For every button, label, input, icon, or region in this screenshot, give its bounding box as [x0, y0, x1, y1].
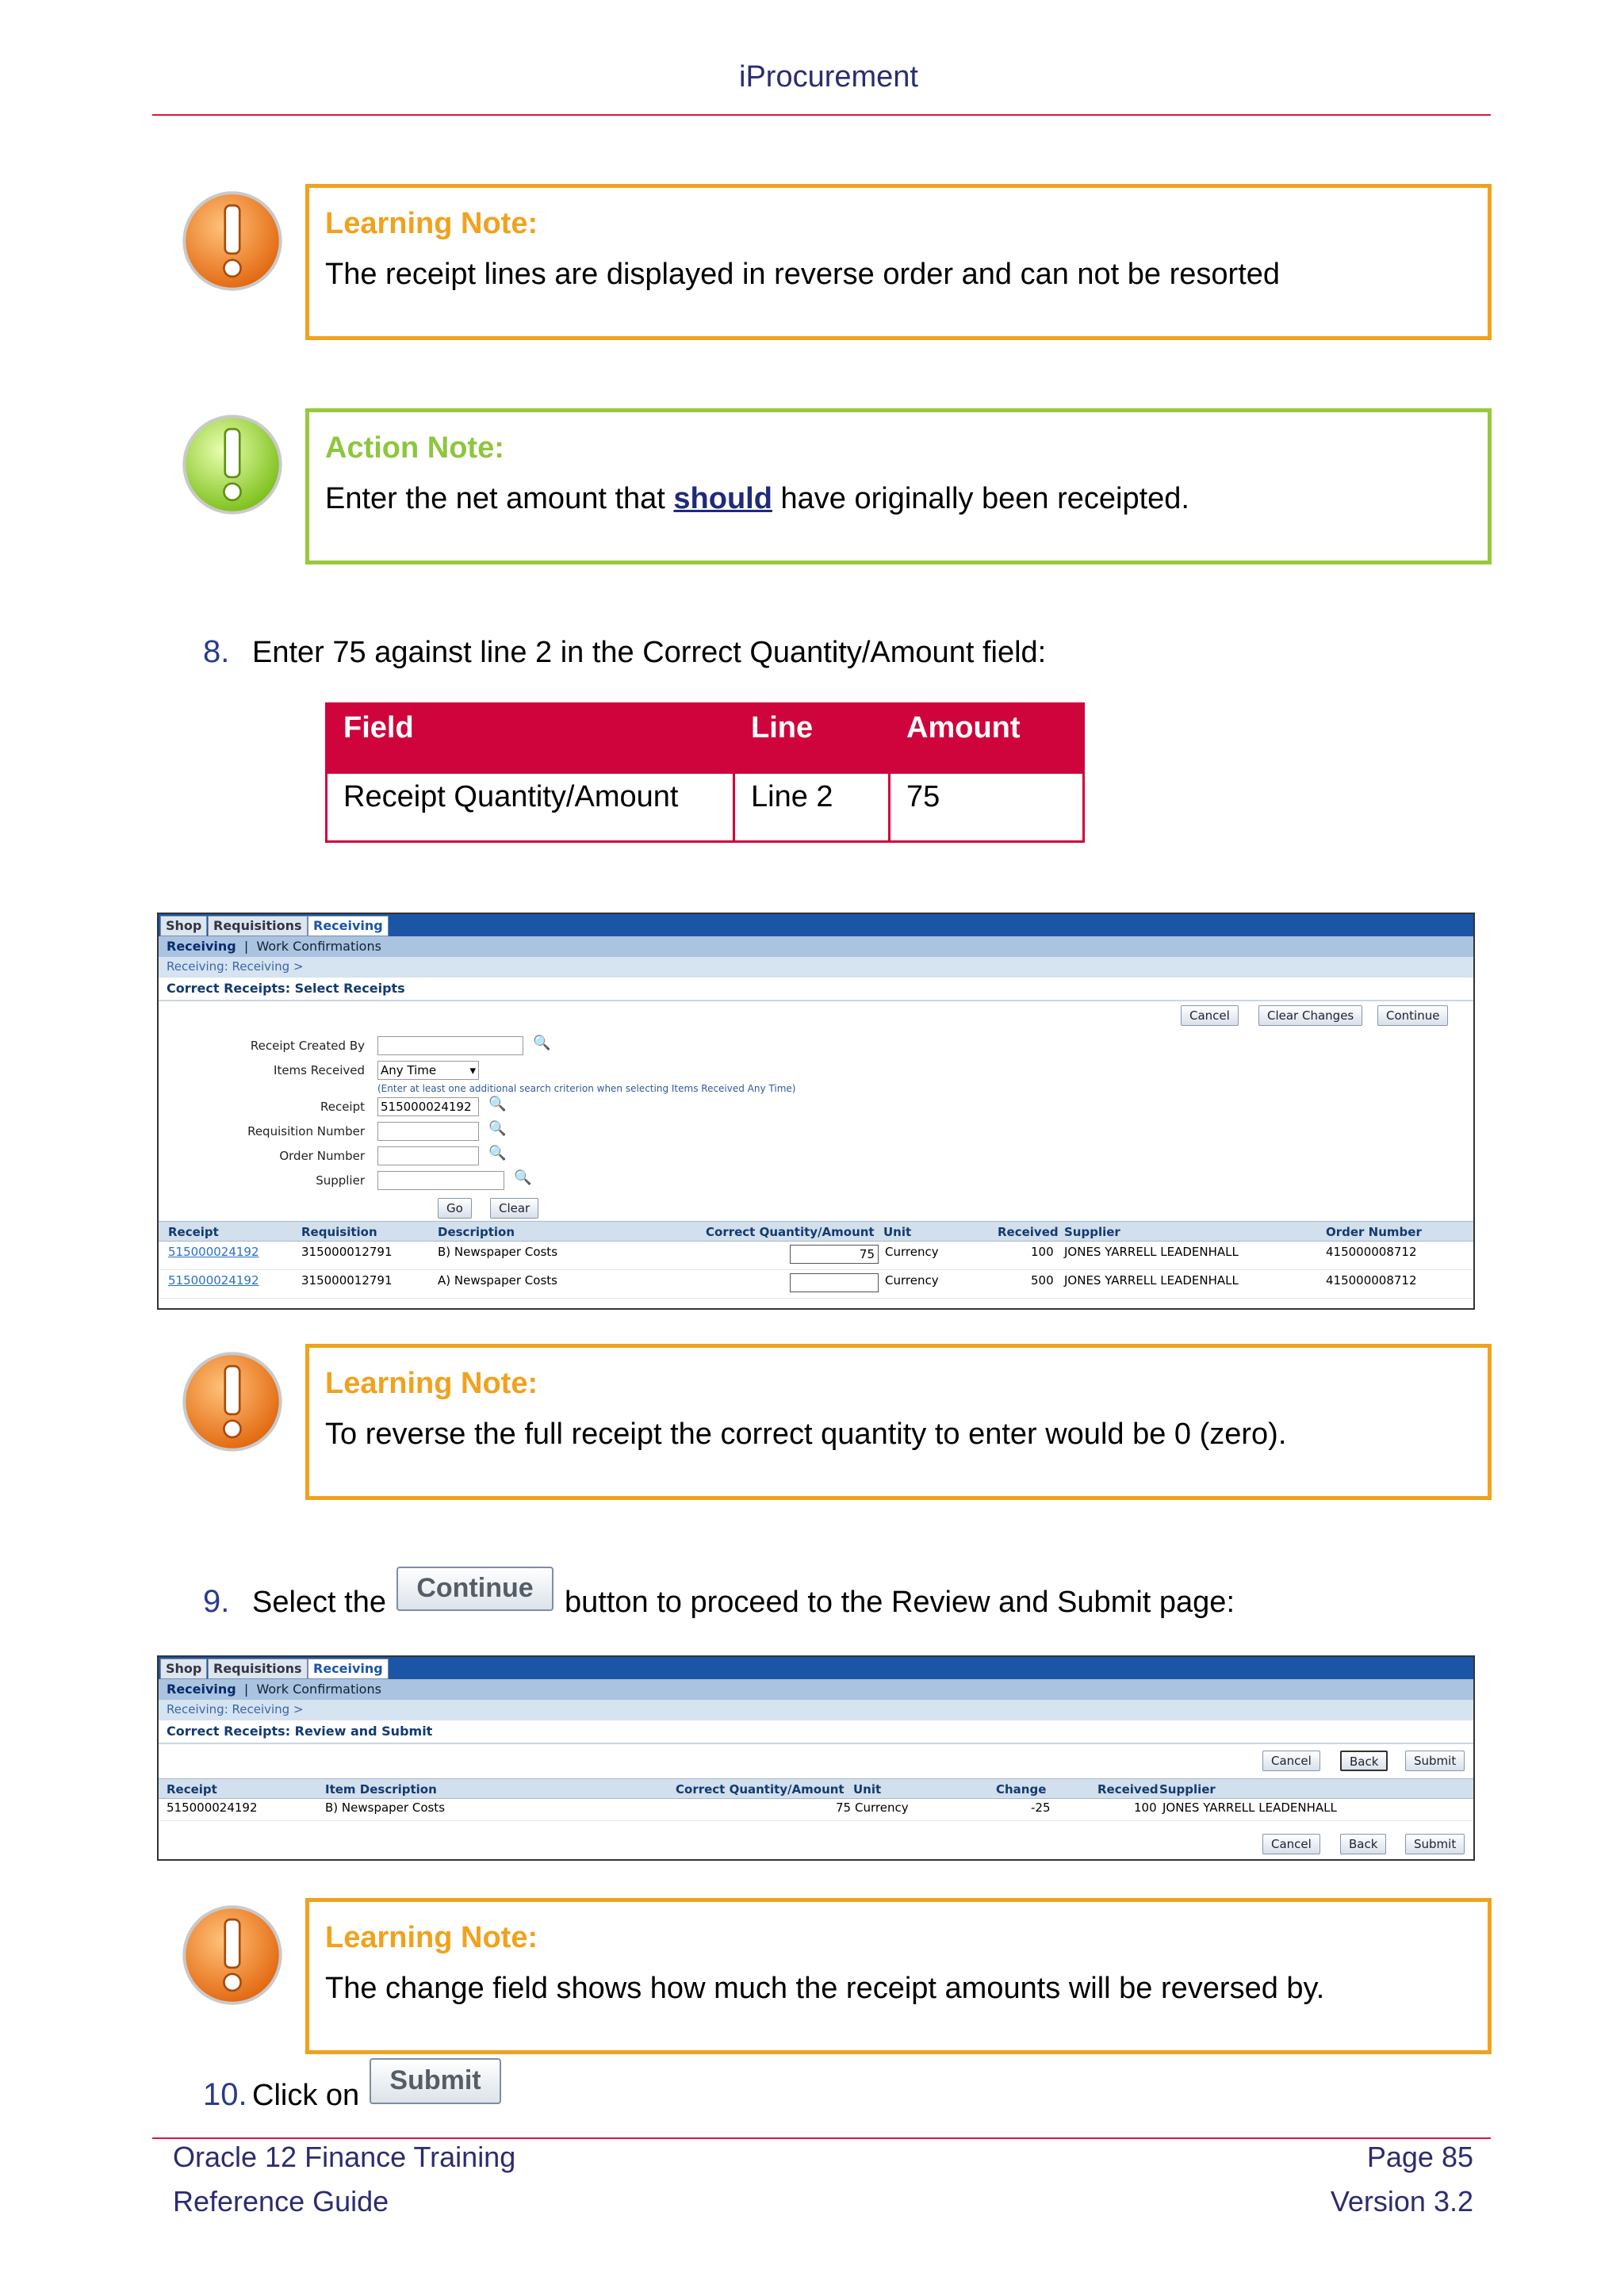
receipt-link[interactable]: 515000024192 — [168, 1273, 259, 1288]
order-number-input[interactable] — [377, 1146, 479, 1165]
column-header: Received — [1097, 1782, 1159, 1797]
learning-note-box — [305, 1898, 1492, 2054]
column-header: Correct Quantity/Amount — [676, 1782, 845, 1797]
column-header: Unit — [883, 1225, 912, 1239]
review-submit-screenshot — [157, 1655, 1475, 1861]
footer-version: Version 3.2 — [1330, 2185, 1473, 2218]
table-header: Line — [734, 704, 890, 773]
tab-requisitions[interactable]: Requisitions — [208, 1659, 308, 1679]
back-button[interactable]: Back — [1340, 1751, 1388, 1771]
learning-note-box — [305, 1344, 1492, 1500]
footer-rule — [152, 2137, 1491, 2139]
action-note-box — [305, 408, 1492, 564]
column-header: Description — [438, 1225, 515, 1239]
unit-cell: Currency — [855, 1800, 909, 1815]
receipt-cell: 515000024192 — [167, 1800, 258, 1815]
order-number-label: Order Number — [279, 1149, 365, 1163]
note-title: Action Note: — [325, 431, 504, 465]
step-text: Select the — [252, 1586, 386, 1619]
warning-icon — [180, 189, 285, 293]
footer-page-number: Page 85 — [1366, 2141, 1473, 2173]
table-row — [159, 1242, 1473, 1270]
go-button[interactable]: Go — [438, 1198, 472, 1219]
column-header: Change — [996, 1782, 1047, 1797]
items-received-label: Items Received — [274, 1063, 365, 1077]
items-received-select[interactable] — [377, 1061, 479, 1080]
step-text: button to proceed to the Review and Submit page: — [565, 1586, 1235, 1619]
note-emphasis: should — [673, 482, 772, 515]
note-text-part: Enter the net amount that — [325, 482, 674, 515]
footer-left-line1: Oracle 12 Finance Training — [173, 2141, 516, 2173]
receipt-created-by-label: Receipt Created By — [250, 1039, 365, 1053]
table-row — [159, 1270, 1473, 1299]
search-icon[interactable]: 🔍 — [488, 1145, 507, 1161]
column-header: Correct Quantity/Amount — [706, 1225, 875, 1239]
correct-quantity-input[interactable] — [790, 1273, 879, 1292]
continue-button[interactable]: Continue — [1377, 1005, 1448, 1026]
description-cell: B) Newspaper Costs — [325, 1800, 446, 1815]
receipt-label: Receipt — [320, 1100, 365, 1114]
search-icon[interactable]: 🔍 — [533, 1035, 551, 1051]
receipt-input[interactable]: 515000024192 — [377, 1097, 479, 1116]
order-cell: 415000008712 — [1326, 1245, 1417, 1259]
column-header: Supplier — [1159, 1782, 1216, 1797]
step-number: 10. — [203, 2077, 247, 2112]
received-cell: 100 — [1134, 1800, 1157, 1815]
received-cell: 500 — [1031, 1273, 1054, 1288]
chevron-down-icon: ▾ — [469, 1063, 476, 1077]
tab-bar — [159, 1657, 1473, 1679]
note-text — [325, 482, 1189, 516]
document-header-title: iProcurement — [739, 60, 918, 94]
column-header: Receipt — [168, 1225, 219, 1239]
subnav-work-confirmations[interactable]: Work Confirmations — [256, 1682, 381, 1697]
back-button[interactable]: Back — [1340, 1834, 1386, 1854]
field-table — [325, 702, 1085, 843]
warning-icon — [180, 1903, 285, 2007]
note-text: The change field shows how much the receipt amounts will be reversed by. — [325, 1972, 1325, 2005]
table-row — [159, 1799, 1473, 1821]
cancel-button[interactable]: Cancel — [1262, 1751, 1320, 1771]
footer-left-line2: Reference Guide — [173, 2185, 389, 2218]
sub-navigation: Receiving | Work Confirmations — [159, 936, 1473, 957]
cancel-button[interactable]: Cancel — [1181, 1005, 1239, 1026]
column-header: Received — [998, 1225, 1059, 1239]
table-cell: 75 — [890, 773, 1084, 842]
supplier-cell: JONES YARRELL LEADENHALL — [1064, 1245, 1239, 1259]
clear-button[interactable]: Clear — [490, 1198, 538, 1219]
order-cell: 415000008712 — [1326, 1273, 1417, 1288]
received-cell: 100 — [1031, 1245, 1054, 1259]
cancel-button[interactable]: Cancel — [1262, 1834, 1320, 1854]
review-table — [159, 1778, 1473, 1821]
unit-cell: Currency — [885, 1245, 939, 1259]
page-title: Correct Receipts: Review and Submit — [159, 1720, 1473, 1744]
tab-receiving[interactable]: Receiving — [308, 916, 389, 936]
subnav-work-confirmations[interactable]: Work Confirmations — [256, 939, 381, 954]
supplier-input[interactable] — [377, 1171, 504, 1190]
column-header: Supplier — [1064, 1225, 1120, 1239]
column-header: Requisition — [301, 1225, 377, 1239]
step-number: 9. — [203, 1584, 230, 1619]
supplier-cell: JONES YARRELL LEADENHALL — [1162, 1800, 1337, 1815]
column-header: Receipt — [167, 1782, 217, 1797]
search-hint: (Enter at least one additional search criterion when selecting Items Received Any Time) — [377, 1083, 796, 1094]
action-note-icon — [180, 412, 285, 517]
selected-value: Any Time — [381, 1063, 437, 1077]
table-header-row — [159, 1221, 1473, 1242]
step-number: 8. — [203, 634, 230, 669]
tab-shop[interactable]: Shop — [160, 1659, 207, 1679]
clear-changes-button[interactable]: Clear Changes — [1258, 1005, 1362, 1026]
note-text-part: have originally been receipted. — [772, 482, 1189, 515]
receipt-created-by-input[interactable] — [377, 1036, 523, 1055]
tab-bar — [159, 914, 1473, 936]
requisition-number-input[interactable] — [377, 1122, 479, 1141]
table-header: Field — [327, 704, 734, 773]
submit-button[interactable]: Submit — [1405, 1834, 1465, 1854]
requisition-cell: 315000012791 — [301, 1273, 393, 1288]
step-text: Click on — [252, 2079, 360, 2112]
table-header-row — [159, 1778, 1473, 1799]
sub-navigation: Receiving | Work Confirmations — [159, 1679, 1473, 1700]
breadcrumb[interactable]: Receiving: Receiving > — [159, 957, 1473, 978]
header-rule — [152, 114, 1491, 116]
page-title: Correct Receipts: Select Receipts — [159, 978, 1473, 1001]
table-cell: Line 2 — [734, 773, 890, 842]
search-icon[interactable]: 🔍 — [488, 1120, 507, 1137]
search-icon[interactable]: 🔍 — [488, 1096, 507, 1112]
submit-button-image: Submit — [370, 2058, 501, 2104]
note-text: The receipt lines are displayed in reverse order and can not be resorted — [325, 258, 1281, 291]
supplier-cell: JONES YARRELL LEADENHALL — [1064, 1273, 1239, 1288]
correct-quantity-cell: 75 — [836, 1800, 852, 1815]
column-header: Item Description — [325, 1782, 437, 1797]
tab-requisitions[interactable]: Requisitions — [208, 916, 308, 936]
note-text: To reverse the full receipt the correct quantity to enter would be 0 (zero). — [325, 1418, 1287, 1451]
subnav-receiving[interactable]: Receiving — [167, 939, 236, 954]
column-header: Order Number — [1326, 1225, 1422, 1239]
breadcrumb[interactable]: Receiving: Receiving > — [159, 1700, 1473, 1720]
subnav-receiving[interactable]: Receiving — [167, 1682, 236, 1697]
tab-receiving[interactable]: Receiving — [308, 1659, 389, 1679]
supplier-label: Supplier — [316, 1173, 365, 1188]
note-title: Learning Note: — [325, 1921, 538, 1954]
receipts-table — [159, 1221, 1473, 1299]
receipt-link[interactable]: 515000024192 — [168, 1245, 259, 1259]
table-header: Amount — [890, 704, 1084, 773]
requisition-number-label: Requisition Number — [247, 1124, 365, 1138]
correct-quantity-input[interactable]: 75 — [790, 1245, 879, 1264]
column-header: Unit — [853, 1782, 882, 1797]
unit-cell: Currency — [885, 1273, 939, 1288]
learning-note-box — [305, 184, 1492, 340]
requisition-cell: 315000012791 — [301, 1245, 393, 1259]
note-title: Learning Note: — [325, 1367, 538, 1400]
submit-button[interactable]: Submit — [1405, 1751, 1465, 1771]
search-icon[interactable]: 🔍 — [514, 1169, 532, 1186]
continue-button-image: Continue — [396, 1567, 553, 1611]
step-text: Enter 75 against line 2 in the Correct Quantity/Amount field: — [252, 636, 1047, 669]
note-title: Learning Note: — [325, 207, 538, 240]
tab-shop[interactable]: Shop — [160, 916, 207, 936]
warning-icon — [180, 1349, 285, 1454]
description-cell: A) Newspaper Costs — [438, 1273, 557, 1288]
change-cell: -25 — [1031, 1800, 1051, 1815]
table-cell: Receipt Quantity/Amount — [327, 773, 734, 842]
description-cell: B) Newspaper Costs — [438, 1245, 558, 1259]
select-receipts-screenshot — [157, 913, 1475, 1310]
